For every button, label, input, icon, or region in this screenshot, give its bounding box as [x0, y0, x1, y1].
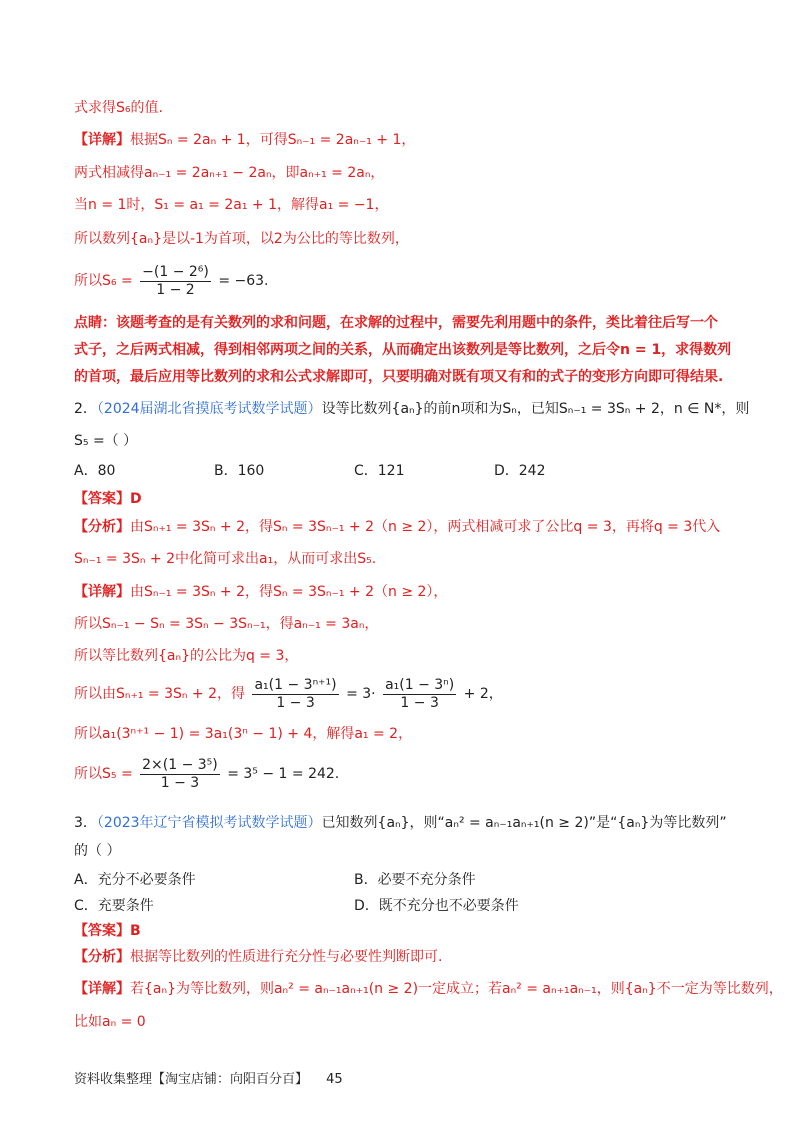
s6-numerator: −(1 − 2⁶) — [142, 263, 209, 280]
s6-denominator: 1 − 2 — [156, 281, 195, 298]
q2-d4-denominator-1: 1 − 3 — [276, 694, 315, 711]
solution-line-1: 式求得S₆的值. — [74, 100, 163, 116]
q3-analysis-text: 根据等比数列的性质进行充分性与必要性判断即可. — [130, 949, 443, 965]
q2-option-a: A．80 — [74, 463, 116, 479]
q3-answer-tag: 【答案】 — [74, 923, 130, 939]
note-line-3: 的首项，最后应用等比数列的求和公式求解即可，只要明确对既有项又有和的式子的变形方向即可得结果. — [74, 369, 724, 385]
q2-number: 2． — [74, 401, 97, 417]
q3-detail-text: 若{aₙ}为等比数列，则aₙ² = aₙ₋₁aₙ₊₁(n ≥ 2)一定成立；若aₙ² = aₙ₊₁aₙ₋₁，则{aₙ}不一定为等比数列， — [130, 981, 783, 997]
q2-d6-prefix: 所以S₅ = — [74, 766, 133, 782]
q3-analysis-tag: 【分析】 — [74, 949, 130, 965]
q2-option-c: C．121 — [354, 463, 405, 479]
q2-detail-line-3: 所以等比数列{aₙ}的公比为q = 3， — [74, 648, 299, 664]
solution-line-6 — [74, 262, 269, 300]
page-number: 45 — [326, 1072, 343, 1087]
q2-d4-fraction-1 — [252, 677, 338, 712]
q2-stem: 设等比数列{aₙ}的前n项和为Sₙ，已知Sₙ₋₁ = 3Sₙ + 2，n ∈ N*，则 — [321, 401, 750, 417]
q3-number: 3． — [74, 815, 97, 831]
q2-answer-value: D — [130, 491, 142, 507]
q3-detail-tag: 【详解】 — [74, 981, 130, 997]
s6-fraction — [140, 264, 211, 299]
q2-d4-fraction-2 — [383, 677, 456, 712]
q2-d4-prefix: 所以由Sₙ₊₁ = 3Sₙ + 2，得 — [74, 686, 246, 702]
q2-option-b: B．160 — [214, 463, 265, 479]
q2-stem-line-2: S₅ =（ ） — [74, 433, 138, 449]
q3-stem-line-1 — [74, 813, 727, 833]
q2-source: （2024届湖北省摸底考试数学试题） — [96, 401, 322, 417]
solution-line-2 — [74, 130, 415, 150]
q3-detail-line-2: 比如aₙ = 0 — [74, 1014, 146, 1030]
q2-detail-line-4 — [74, 675, 503, 713]
q2-stem-line-1 — [74, 399, 749, 419]
note-line-1: 点睛：该题考查的是有关数列的求和问题，在求解的过程中，需要先利用题中的条件，类比着往后写一个 — [74, 315, 718, 331]
q2-d6-result: = 3⁵ − 1 = 242. — [227, 766, 340, 782]
q3-answer — [74, 921, 141, 941]
q2-d6-fraction — [140, 757, 220, 792]
q3-option-d: D．既不充分也不必要条件 — [354, 898, 519, 914]
q2-d4-denominator-2: 1 − 3 — [400, 694, 439, 711]
q3-option-c: C．充要条件 — [74, 898, 154, 914]
q2-d6-denominator: 1 − 3 — [160, 774, 200, 791]
page-footer — [74, 1068, 343, 1087]
q2-analysis-line-2: Sₙ₋₁ = 3Sₙ + 2中化简可求出a₁，从而可求出S₅. — [74, 551, 377, 567]
footer-text: 资料收集整理【淘宝店铺：向阳百分百】 — [74, 1072, 309, 1087]
q3-stem: 已知数列{aₙ}，则“aₙ² = aₙ₋₁aₙ₊₁(n ≥ 2)”是“{aₙ}为等比数列” — [321, 815, 727, 831]
q3-stem-line-2: 的（ ） — [74, 843, 121, 859]
q2-analysis-tag: 【分析】 — [74, 519, 130, 535]
solution-line-3: 两式相减得aₙ₋₁ = 2aₙ₊₁ − 2aₙ，即aₙ₊₁ = 2aₙ， — [74, 165, 385, 181]
q2-d4-numerator-2: a₁(1 − 3ⁿ) — [385, 676, 455, 693]
q3-answer-value: B — [130, 923, 141, 939]
q2-detail-line-6 — [74, 755, 339, 793]
q2-answer — [74, 489, 142, 509]
q2-detail-line-1 — [74, 582, 447, 602]
q3-source: （2023年辽宁省模拟考试数学试题） — [96, 815, 322, 831]
q2-detail-line-2: 所以Sₙ₋₁ − Sₙ = 3Sₙ − 3Sₙ₋₁，得aₙ₋₁ = 3aₙ， — [74, 616, 379, 632]
q2-d6-numerator: 2×(1 − 3⁵) — [142, 756, 218, 773]
q2-detail-line-5: 所以a₁(3ⁿ⁺¹ − 1) = 3a₁(3ⁿ − 1) + 4，解得a₁ = 2， — [74, 726, 413, 742]
q2-analysis-line-1 — [74, 517, 720, 537]
q2-option-d: D．242 — [494, 463, 546, 479]
q2-d4-post: + 2， — [463, 686, 503, 702]
solution-line-5: 所以数列{aₙ}是以-1为首项，以2为公比的等比数列， — [74, 231, 409, 247]
q3-analysis — [74, 947, 442, 967]
detail-text: 根据Sₙ = 2aₙ + 1，可得Sₙ₋₁ = 2aₙ₋₁ + 1， — [130, 132, 416, 148]
s6-prefix: 所以S₆ = — [74, 273, 133, 289]
q2-d4-mid: = 3· — [346, 686, 376, 702]
q3-option-b: B．必要不充分条件 — [354, 872, 476, 888]
q2-answer-tag: 【答案】 — [74, 491, 130, 507]
q3-option-a: A．充分不必要条件 — [74, 872, 196, 888]
q2-detail-tag: 【详解】 — [74, 584, 130, 600]
detail-tag: 【详解】 — [74, 132, 130, 148]
solution-line-4: 当n = 1时，S₁ = a₁ = 2a₁ + 1，解得a₁ = −1， — [74, 197, 389, 213]
q3-detail-line-1 — [74, 979, 783, 999]
s6-result: = −63. — [218, 273, 269, 289]
q2-detail-text: 由Sₙ₋₁ = 3Sₙ + 2，得Sₙ = 3Sₙ₋₁ + 2（n ≥ 2）， — [130, 584, 448, 600]
q2-d4-numerator-1: a₁(1 − 3ⁿ⁺¹) — [254, 676, 337, 693]
note-line-2: 式子，之后两式相减，得到相邻两项之间的关系，从而确定出该数列是等比数列，之后令n = 1，求得数列 — [74, 342, 732, 358]
q2-analysis-text: 由Sₙ₊₁ = 3Sₙ + 2，得Sₙ = 3Sₙ₋₁ + 2（n ≥ 2），两式相减可求了公比q = 3，再将q = 3代入 — [130, 519, 721, 535]
